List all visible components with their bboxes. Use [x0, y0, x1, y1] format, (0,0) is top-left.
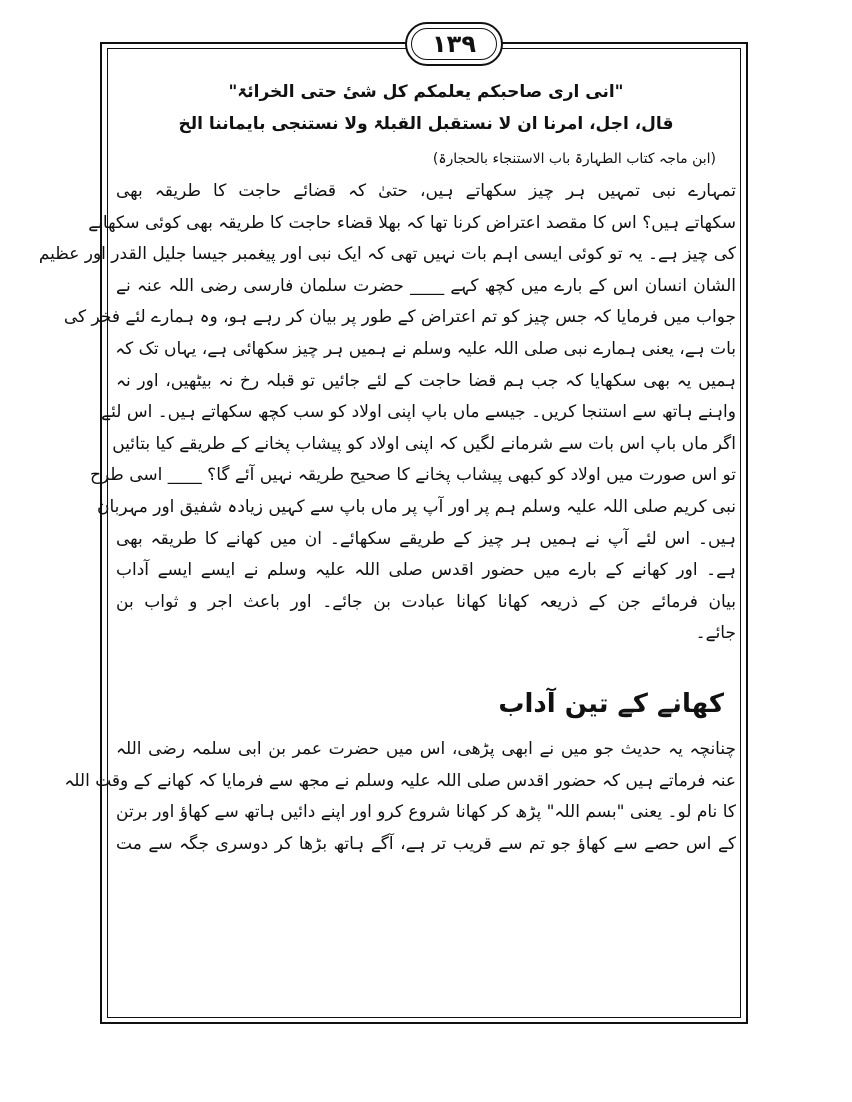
- paragraph-line: سکھاتے ہیں؟ اس کا مقصد اعتراض کرنا تھا کہ بھلا قضاء حاجت کا طریقہ بھی کوئی سکھانے: [88, 212, 736, 233]
- paragraph-line: بات ہے، یعنی ہمارے نبی صلی اللہ علیہ وسلم نے ہمیں ہر چیز سکھائی ہے، یہاں تک کہ: [115, 338, 736, 359]
- paragraph-line: واہنے ہاتھ سے استنجا کریں۔ جیسے ماں باپ اپنی اولاد کو سب کچھ سکھاتے ہیں۔ اس لئے: [101, 402, 736, 423]
- paragraph-line: تمہارے نبی تمہیں ہر چیز سکھاتے ہیں، حتیٰ کہ قضائے حاجت کا طریقہ بھی: [116, 181, 736, 201]
- paragraph-line: اگر ماں باپ اس بات سے شرمانے لگیں کہ اپنی اولاد کو پیشاب پخانے کے طریقے کیا بتائیں: [112, 433, 736, 454]
- page-number: ۱۳۹: [432, 30, 476, 58]
- paragraph-line: عنہ فرماتے ہیں کہ حضور اقدس صلی اللہ علیہ وسلم نے مجھ سے فرمایا کہ کھانے کے وقت اللہ: [64, 770, 736, 791]
- paragraph-line: نبی کریم صلی اللہ علیہ وسلم ہم پر اور آپ پر ماں باپ سے کہیں زیادہ شفیق اور مہربان: [97, 496, 736, 517]
- paragraph-1: [38, 176, 736, 650]
- paragraph-2: [64, 734, 736, 860]
- hadith-reference: (ابن ماجہ کتاب الطہارۃ باب الاستنجاء بالحجارۃ): [432, 151, 716, 167]
- paragraph-line: چنانچہ یہ حدیث جو میں نے ابھی پڑھی، اس میں حضرت عمر بن ابی سلمہ رضی اللہ: [116, 738, 736, 759]
- page-number-badge: [405, 22, 503, 66]
- arabic-quote-line-1: "انی اری صاحبکم یعلمکم کل شیٔ حتی الخرائۃ": [228, 82, 624, 102]
- paragraph-line: جائے۔: [695, 623, 736, 644]
- paragraph-line: جواب میں فرمایا کہ جس چیز کو تم اعتراض کے طور پر بیان کر رہے ہو، وہ ہمارے لئے فخر کی: [63, 307, 736, 328]
- arabic-quote-line-2: قال، اجل، امرنا ان لا نستقبل القبلۃ ولا نستنجی بایماننا الخ: [178, 114, 674, 134]
- section-heading: کھانے کے تین آداب: [498, 688, 724, 719]
- paragraph-line: کا نام لو۔ یعنی "بسم اللہ" پڑھ کر کھانا شروع کرو اور اپنے دائیں ہاتھ سے کھاؤ اور برتن: [116, 802, 736, 823]
- paragraph-line: ہمیں یہ بھی سکھایا کہ جب ہم قضا حاجت کے لئے جائیں تو قبلہ رخ نہ بیٹھیں، اور نہ: [116, 370, 736, 391]
- paragraph-line: کے اس حصے سے کھاؤ جو تم سے قریب تر ہے، آگے ہاتھ بڑھا کر دوسری جگہ سے مت: [116, 833, 736, 854]
- paragraph-line: کی چیز ہے۔ یہ تو کوئی ایسی اہم بات نہیں تھی کہ ایک نبی اور پیغمبر جیسا جلیل القدر اور عظیم: [38, 244, 736, 265]
- page-content: [38, 76, 736, 860]
- paragraph-line: ہے۔ اور کھانے کے بارے میں حضور اقدس صلی اللہ علیہ وسلم نے ایسے ایسے آداب: [116, 560, 736, 581]
- paragraph-line: الشان انسان اس کے بارے میں کچھ کہے ____ حضرت سلمان فارسی رضی اللہ عنہ نے: [116, 275, 736, 296]
- paragraph-line: بیان فرمائے جن کے ذریعہ کھانا کھانا عبادت بن جائے۔ اور باعث اجر و ثواب بن: [116, 591, 736, 612]
- paragraph-line: ہیں۔ اس لئے آپ نے ہمیں ہر چیز کے طریقے سکھائے۔ ان میں کھانے کا طریقہ بھی: [116, 528, 736, 549]
- paragraph-line: تو اس صورت میں اولاد کو کبھی پیشاب پخانے کا صحیح طریقہ نہیں آئے گا؟ ____ اسی طرح: [89, 465, 736, 486]
